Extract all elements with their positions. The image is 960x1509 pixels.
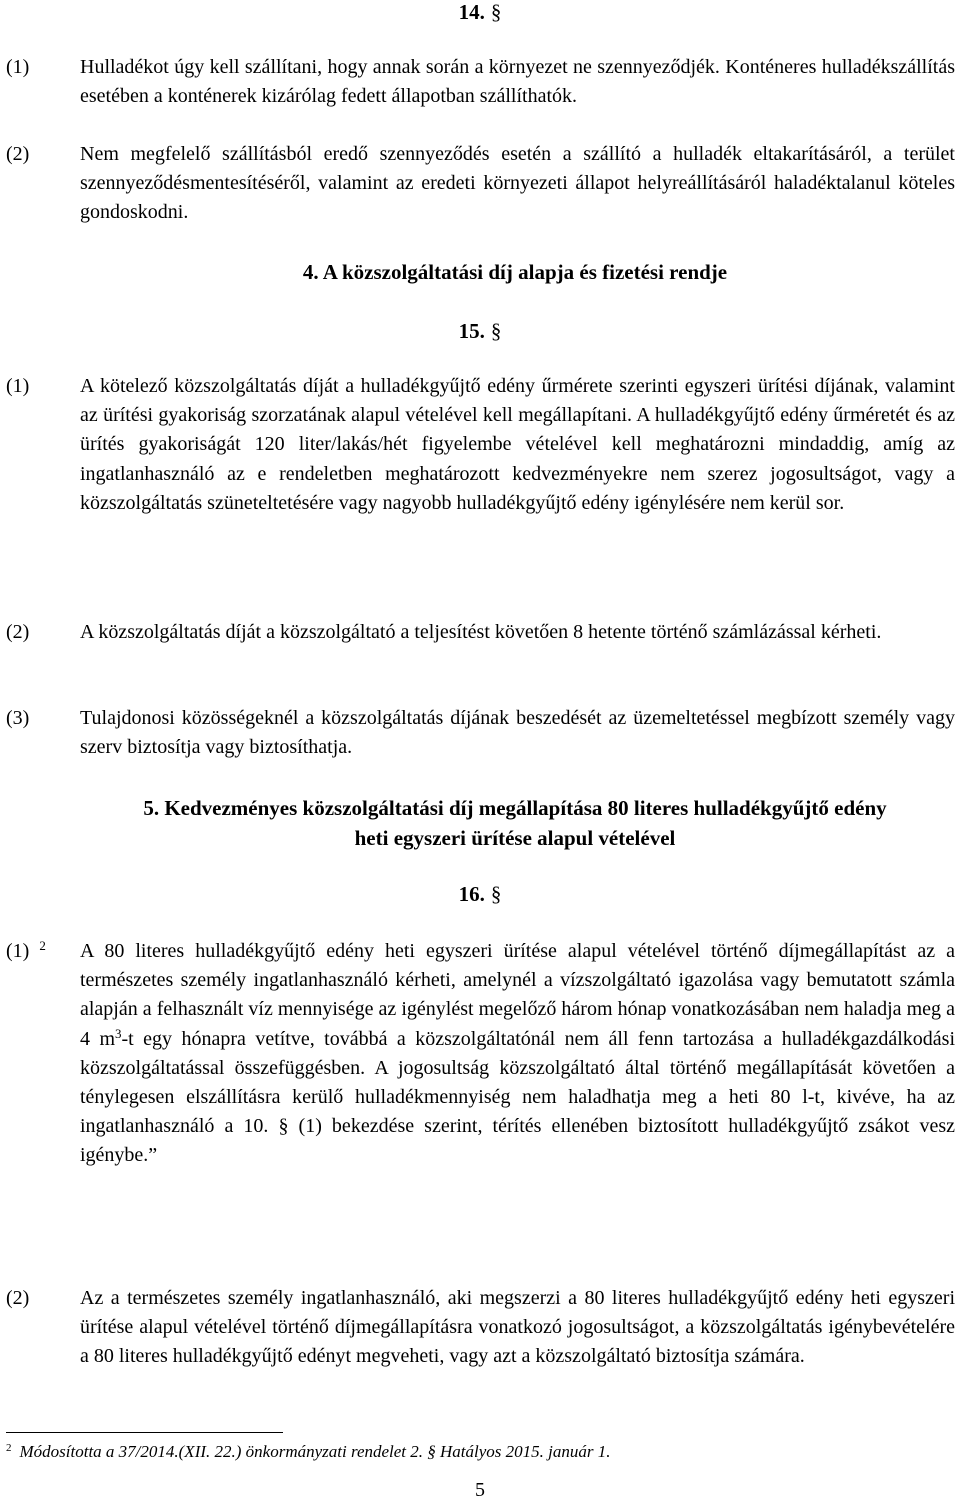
chapter-heading-5 (0, 793, 960, 853)
paragraph-number: (1) (6, 56, 30, 78)
paragraph-text: Hulladékot úgy kell szállítani, hogy annak során a környezet ne szennyeződjék. Konténeres hulladékszállítás esetében a konténerek kizárólag fedett állapotban szállíthatók. (80, 56, 955, 108)
paragraph-number-text: (1) (6, 940, 30, 962)
paragraph-number: (3) (6, 707, 30, 729)
paragraph-number (6, 937, 46, 966)
section-number: 15. (458, 319, 485, 343)
section-number: 14. (458, 0, 485, 24)
section-sign: § (490, 882, 502, 906)
paragraph-number: (1) (6, 375, 30, 397)
paragraph-text-part-b: -t egy hónapra vetítve, továbbá a közszolgáltatónál nem áll fenn tartozása a hulladékgazdálkodási közszolgáltatással összefüggésben. A jogosultság közszolgáltató által történő megállapítását követően a ténylegesen elszállításra kerülő hulladékmennyiség nem haladhatja meg a heti 80 l-t, kivéve, ha az ingatlanhasználó a 10. § (1) bekezdése szerint, térítés ellenében biztosított hulladékgyűjtő zsákot vesz igénybe.” (80, 1027, 955, 1167)
paragraph-text: A közszolgáltatás díját a közszolgáltató a teljesítést követően 8 hetente történő számlázással kérheti. (80, 621, 882, 643)
section-heading-14 (0, 0, 960, 24)
section-heading-16 (0, 881, 960, 907)
paragraph-text: Az a természetes személy ingatlanhasználó, aki megszerzi a 80 literes hulladékgyűjtő edény heti egyszeri ürítése alapul vételével történő díjmegállapításra vonatkozó jogosultságot, a közszolgáltatás igénybevételére a 80 literes hulladékgyűjtő edényt megveheti, vagy azt a közszolgáltató biztosítja számára. (80, 1287, 955, 1368)
section-heading-15 (0, 318, 960, 344)
footnote-text: Módosította a 37/2014.(XII. 22.) önkormányzati rendelet 2. § Hatályos 2015. január 1. (19, 1442, 611, 1461)
superscript: 3 (115, 1025, 122, 1041)
section-sign: § (490, 0, 502, 24)
paragraph-text-part-a: A 80 literes hulladékgyűjtő edény heti egyszeri ürítése alapul vételével történő díjmegállapítást az a természetes személy ingatlanhasználó kérheti, amelynél a vízszolgáltató igazolása vagy bemutatott számla alapján a felhasznált víz mennyisége az igénylést megelőző három hónap vonatkozásában nem haladja meg a 4 m (80, 940, 955, 1050)
footnote (6, 1441, 611, 1463)
chapter-heading-4: 4. A közszolgáltatási díj alapja és fizetési rendje (302, 260, 728, 284)
section-sign: § (490, 319, 502, 343)
paragraph-number: (2) (6, 143, 30, 165)
chapter-heading-line-1: 5. Kedvezményes közszolgáltatási díj megállapítása 80 literes hulladékgyűjtő edény (143, 796, 887, 820)
paragraph-text: A kötelező közszolgáltatás díját a hulladékgyűjtő edény űrmérete szerinti egyszeri ürítési díjának, valamint az ürítési gyakoriság szorzatának alapul vételével kell megállapítani. A hulladékgyűjtő edény űrméretét és az ürítés gyakoriságát 120 liter/lakás/hét figyelembe vételével kell meghatározni mindaddig, amíg az ingatlanhasználó az e rendeletben meghatározott kedvezményekre nem szerez jogosultságot, vagy a közszolgáltatás szüneteltetésére vagy nagyobb hulladékgyűjtő edény igénylésére nem kerül sor. (80, 375, 955, 514)
paragraph-number: (2) (6, 621, 30, 643)
paragraph-number: (2) (6, 1287, 30, 1309)
section-number: 16. (458, 882, 485, 906)
page-number: 5 (475, 1479, 485, 1501)
chapter-heading-line-2: heti egyszeri ürítése alapul vételével (354, 826, 676, 850)
footnote-reference[interactable]: 2 (39, 938, 46, 953)
footnote-separator (6, 1432, 283, 1433)
paragraph-text: Nem megfelelő szállításból eredő szennyeződés esetén a szállító a hulladék eltakarításáról, a terület szennyeződésmentesítéséről, valamint az eredeti környezeti állapot helyreállításáról haladéktalanul köteles gondoskodni. (80, 143, 955, 224)
paragraph-text (80, 937, 955, 1171)
footnote-number: 2 (6, 1442, 12, 1454)
paragraph-text: Tulajdonosi közösségeknél a közszolgáltatás díjának beszedését az üzemeltetéssel megbízott személy vagy szerv biztosítja vagy biztosíthatja. (80, 707, 955, 759)
